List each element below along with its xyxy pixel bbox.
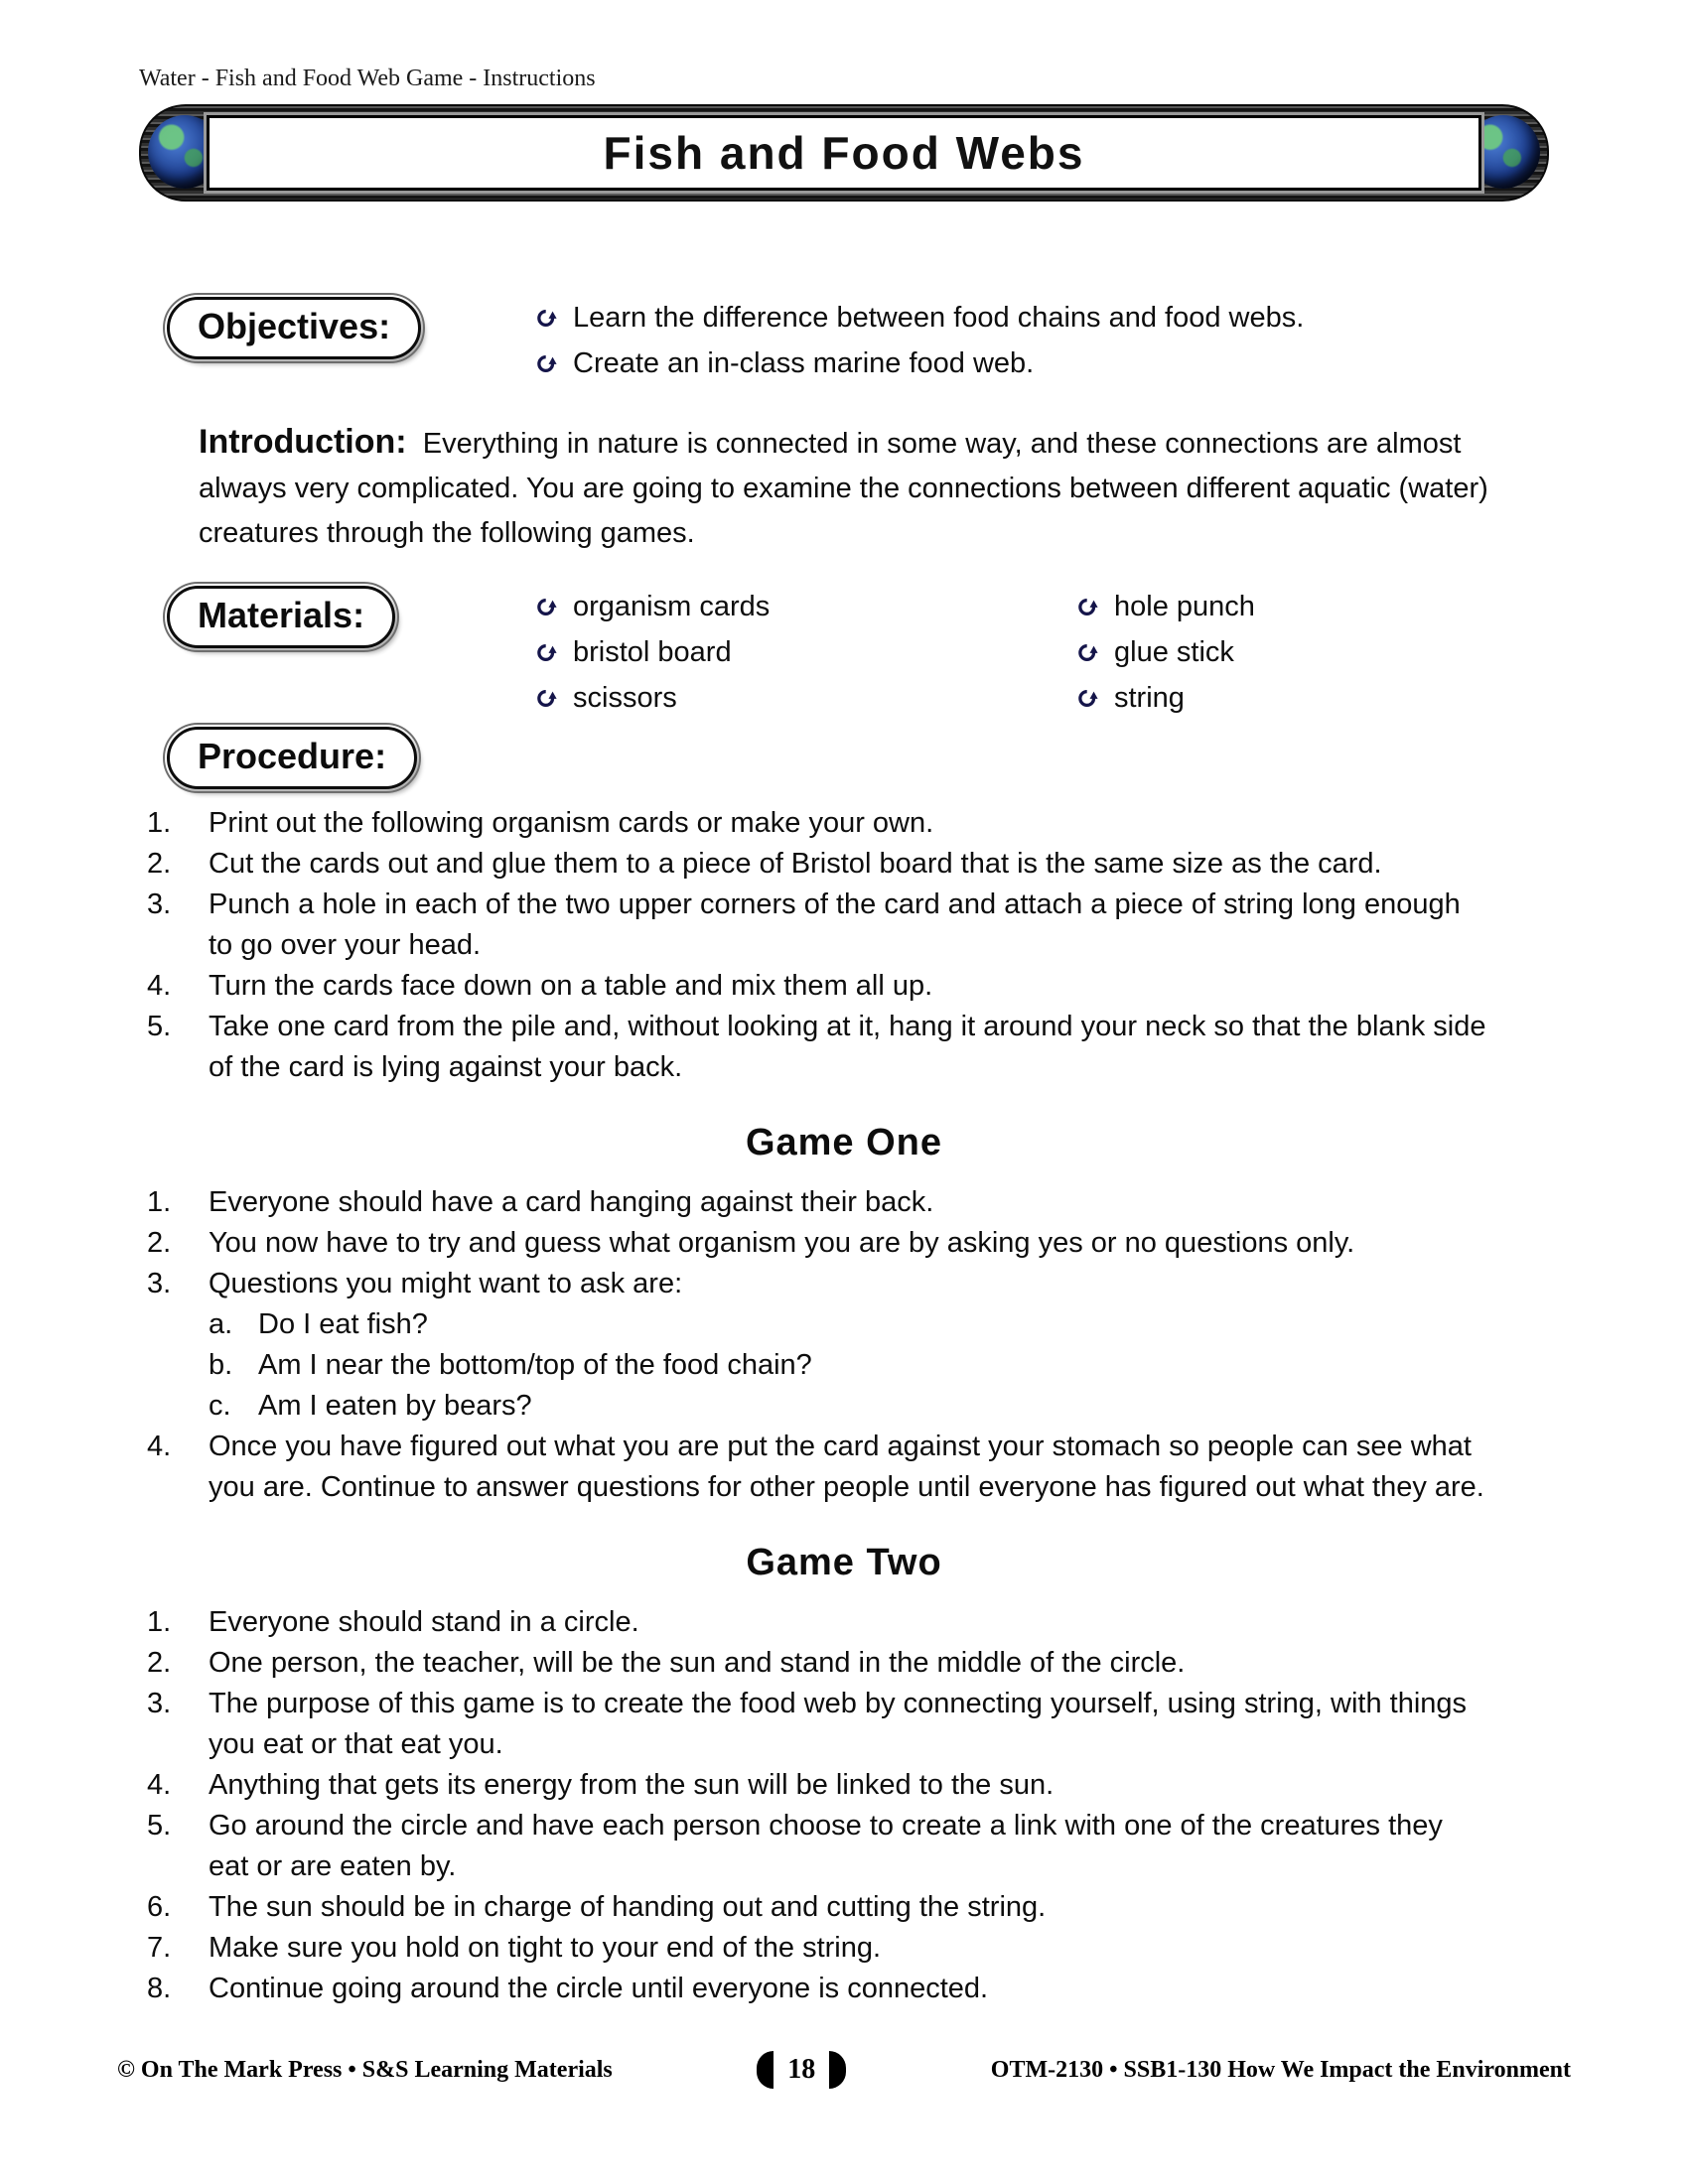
title-box: [207, 115, 1481, 191]
list-item: [147, 1806, 1489, 1887]
item-text: One person, the teacher, will be the sun and stand in the middle of the circle.: [209, 1647, 1186, 1679]
arrow-bullet-icon: [1077, 688, 1098, 709]
list-item: [147, 1223, 1489, 1264]
item-text: Am I eaten by bears?: [258, 1390, 532, 1422]
material-item: [1077, 629, 1255, 675]
item-number: 2.: [147, 1647, 172, 1679]
objective-item: [536, 295, 1304, 341]
right-crescent-icon: [829, 2051, 846, 2089]
material-text: string: [1114, 681, 1185, 714]
item-number: 2.: [147, 1227, 172, 1259]
list-item: [147, 1928, 1489, 1969]
list-item: [147, 844, 1489, 885]
arrow-bullet-icon: [536, 308, 557, 329]
arrow-bullet-icon: [536, 353, 557, 374]
procedure-list: [147, 803, 1489, 1088]
list-item: [147, 1684, 1489, 1765]
arrow-bullet-icon: [1077, 642, 1098, 663]
objective-text: Create an in-class marine food web.: [573, 346, 1035, 379]
material-item: [536, 584, 1077, 629]
item-letter: c.: [209, 1390, 231, 1422]
sub-list-item: [209, 1345, 1489, 1386]
arrow-bullet-icon: [1077, 597, 1098, 617]
game-two-title: Game Two: [746, 1542, 942, 1583]
item-letter: a.: [209, 1308, 233, 1340]
list-item: [147, 885, 1489, 966]
objective-text: Learn the difference between food chains and food webs.: [573, 301, 1305, 334]
list-item: [147, 966, 1489, 1007]
material-text: glue stick: [1114, 635, 1234, 668]
item-text: Do I eat fish?: [258, 1308, 428, 1340]
title-banner: [139, 104, 1549, 202]
item-text: Once you have figured out what you are put the card against your stomach so people can see what you are. Continue to answer questions for other people until everyone has figured out what they are.: [209, 1431, 1484, 1503]
arrow-bullet-icon: [536, 642, 557, 663]
item-text: Go around the circle and have each person choose to create a link with one of the creatures they eat or are eaten by.: [209, 1810, 1443, 1882]
item-text: The sun should be in charge of handing out and cutting the string.: [209, 1891, 1047, 1923]
running-header: Water - Fish and Food Web Game - Instructions: [139, 66, 596, 91]
item-number: 6.: [147, 1891, 172, 1923]
introduction-label: Introduction:: [199, 423, 407, 461]
left-crescent-icon: [757, 2051, 774, 2089]
item-text: Everyone should stand in a circle.: [209, 1606, 639, 1638]
list-item: [147, 1643, 1489, 1684]
game-one-list: [147, 1182, 1489, 1508]
list-item: [147, 1602, 1489, 1643]
introduction-text: Everything in nature is connected in some way, and these connections are almost always very complicated. You are going to examine the connections between different aquatic (water) creatures through the following games.: [199, 428, 1488, 549]
item-number: 4.: [147, 970, 172, 1002]
page-number: 18: [787, 2054, 816, 2085]
item-number: 3.: [147, 1268, 172, 1299]
item-number: 2.: [147, 848, 172, 880]
game-one-title: Game One: [745, 1122, 943, 1163]
item-number: 3.: [147, 1688, 172, 1719]
item-number: 4.: [147, 1769, 172, 1801]
item-text: Continue going around the circle until everyone is connected.: [209, 1973, 989, 2004]
materials-column-1: [536, 582, 1077, 721]
item-text: Turn the cards face down on a table and mix them all up.: [209, 970, 933, 1002]
item-number: 3.: [147, 888, 172, 920]
item-text: Questions you might want to ask are:: [209, 1268, 683, 1299]
list-item: [147, 1007, 1489, 1088]
item-number: 1.: [147, 807, 172, 839]
list-item: [147, 1427, 1489, 1508]
objectives-label: Objectives:: [167, 297, 421, 359]
procedure-label: Procedure:: [167, 727, 417, 789]
item-text: You now have to try and guess what organism you are by asking yes or no questions only.: [209, 1227, 1355, 1259]
materials-pill-col: [139, 582, 536, 648]
objective-item: [536, 341, 1304, 386]
sub-list-item: [209, 1386, 1489, 1427]
game-two-list: [147, 1602, 1489, 2009]
material-item: [1077, 584, 1255, 629]
item-number: 1.: [147, 1186, 172, 1218]
page-title: Fish and Food Webs: [603, 127, 1085, 179]
introduction-paragraph: [199, 420, 1509, 556]
item-number: 1.: [147, 1606, 172, 1638]
item-text: Punch a hole in each of the two upper corners of the card and attach a piece of string long enough to go over your head.: [209, 888, 1461, 961]
procedure-section-header: [139, 727, 1549, 789]
item-letter: b.: [209, 1349, 233, 1381]
item-number: 5.: [147, 1810, 172, 1842]
item-text: The purpose of this game is to create the food web by connecting yourself, using string, with things you eat or that eat you.: [209, 1688, 1468, 1760]
sub-list-item: [209, 1304, 1489, 1345]
item-number: 5.: [147, 1011, 172, 1042]
objectives-section: [139, 293, 1549, 386]
objectives-list: [536, 293, 1304, 386]
material-text: hole punch: [1114, 590, 1255, 622]
material-text: scissors: [573, 681, 677, 714]
item-number: 7.: [147, 1932, 172, 1964]
material-item: [1077, 675, 1255, 721]
materials-column-2: [1077, 582, 1255, 721]
item-text: Anything that gets its energy from the sun will be linked to the sun.: [209, 1769, 1055, 1801]
item-number: 4.: [147, 1431, 172, 1462]
item-text: Make sure you hold on tight to your end of the string.: [209, 1932, 882, 1964]
objectives-pill-col: [139, 293, 536, 359]
list-item: [147, 1887, 1489, 1928]
list-item: [147, 1969, 1489, 2009]
materials-label: Materials:: [167, 586, 395, 648]
materials-section: [139, 582, 1549, 721]
item-text: Print out the following organism cards or make your own.: [209, 807, 934, 839]
page-footer: [117, 2051, 1571, 2089]
item-text: Am I near the bottom/top of the food chain?: [258, 1349, 812, 1381]
item-number: 8.: [147, 1973, 172, 2004]
footer-product-code: OTM-2130 • SSB1-130 How We Impact the Environment: [990, 2056, 1571, 2083]
item-text: Take one card from the pile and, without looking at it, hang it around your neck so that the blank side of the card is lying against your back.: [209, 1011, 1486, 1083]
material-item: [536, 629, 1077, 675]
list-item: [147, 1182, 1489, 1223]
page-number-group: [757, 2051, 846, 2089]
item-text: Cut the cards out and glue them to a piece of Bristol board that is the same size as the card.: [209, 848, 1382, 880]
material-item: [536, 675, 1077, 721]
list-item: [147, 1765, 1489, 1806]
item-text: Everyone should have a card hanging against their back.: [209, 1186, 934, 1218]
footer-publisher: © On The Mark Press • S&S Learning Materials: [117, 2056, 613, 2083]
material-text: bristol board: [573, 635, 732, 668]
list-item: [147, 803, 1489, 844]
material-text: organism cards: [573, 590, 771, 622]
arrow-bullet-icon: [536, 597, 557, 617]
list-item: [147, 1264, 1489, 1304]
arrow-bullet-icon: [536, 688, 557, 709]
